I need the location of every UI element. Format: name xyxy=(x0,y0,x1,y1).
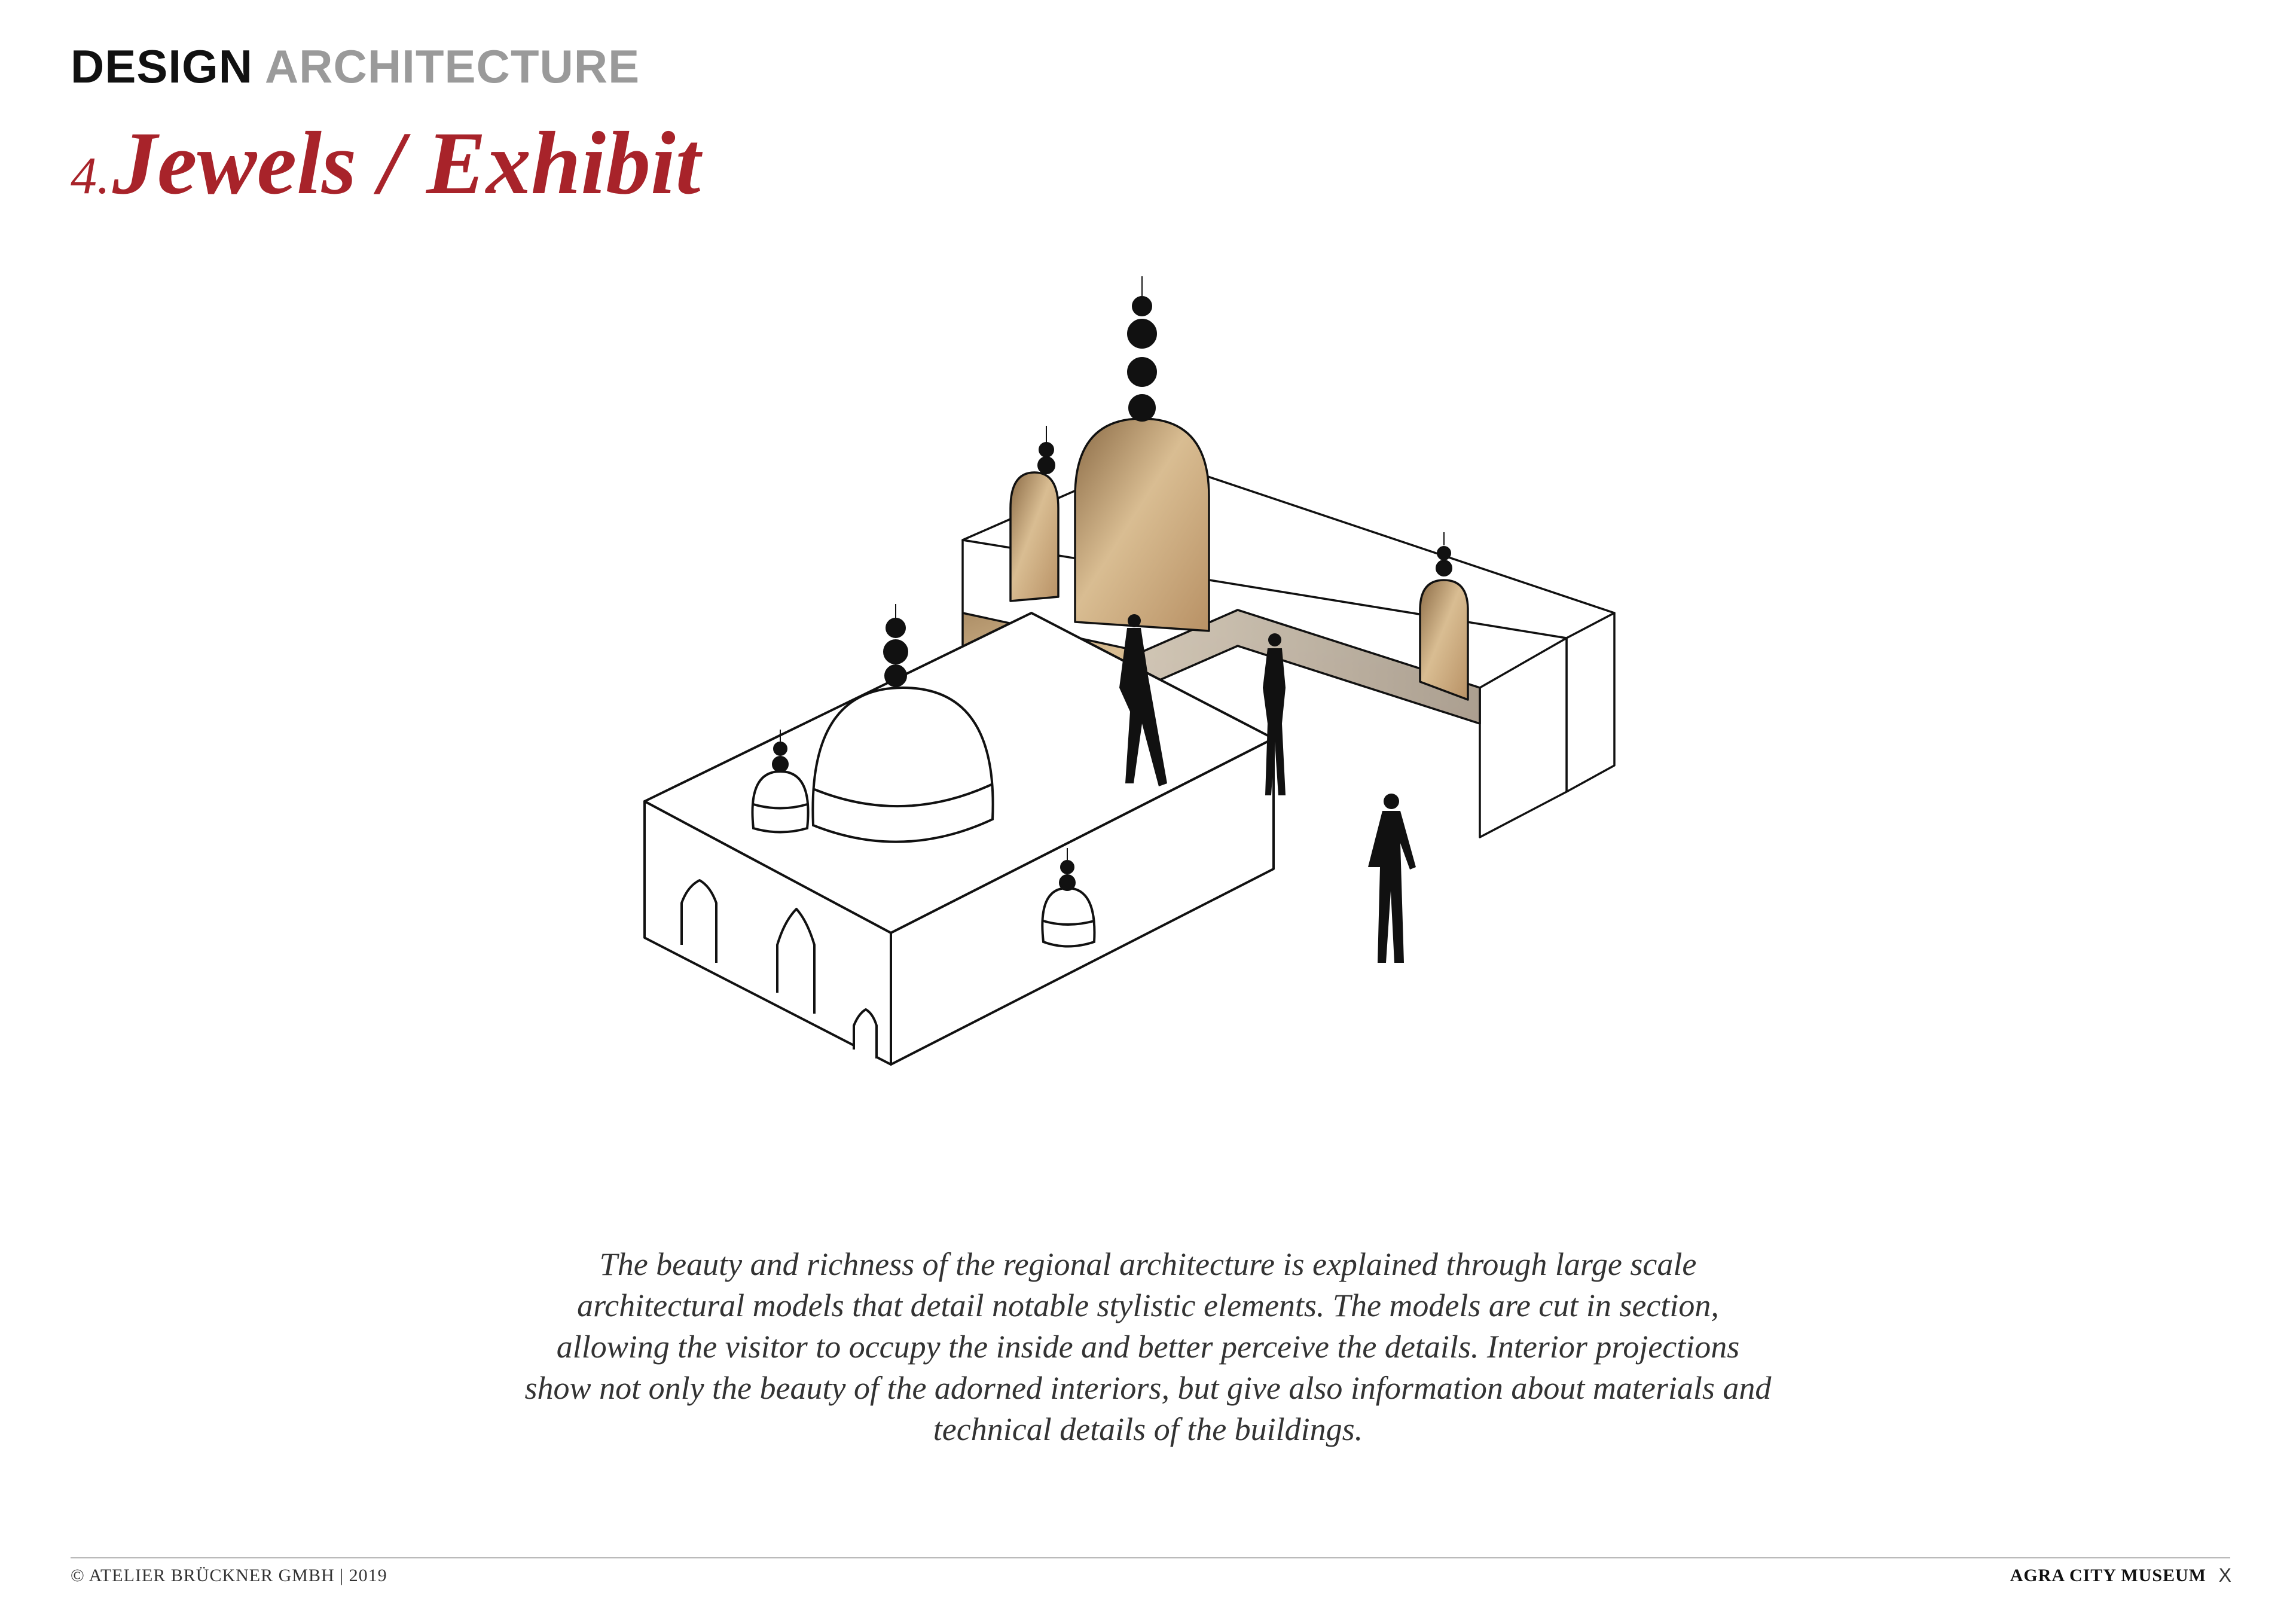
left-dome xyxy=(752,771,808,832)
central-arch xyxy=(1075,419,1209,631)
kicker-design: DESIGN xyxy=(71,40,254,93)
footer-divider xyxy=(71,1557,2230,1558)
title-text: Jewels / Exhibit xyxy=(112,114,701,213)
section-kicker xyxy=(71,40,640,93)
left-small-arch xyxy=(1010,472,1058,601)
front-building xyxy=(645,613,1274,1064)
right-side-wall xyxy=(1480,638,1567,837)
footer-page-number: X xyxy=(2218,1564,2231,1586)
page-title xyxy=(71,114,701,213)
right-dome xyxy=(1042,888,1094,947)
right-wall-top xyxy=(1567,613,1614,792)
right-small-arch xyxy=(1420,580,1468,700)
title-number: 4. xyxy=(71,147,110,205)
visitor-standing-front xyxy=(1368,794,1416,963)
kicker-architecture: ARCHITECTURE xyxy=(264,40,640,93)
footer-copyright: © ATELIER BRÜCKNER GMBH | 2019 xyxy=(71,1566,387,1585)
door-right xyxy=(854,1009,877,1058)
mosque-model-illustration xyxy=(628,269,1674,1106)
back-roof xyxy=(963,457,1614,638)
footer-project-name: AGRA CITY MUSEUM xyxy=(2010,1566,2206,1585)
description-text: The beauty and richness of the regional architecture is explained through large scale architectural models that detail notable stylistic elements. The models are cut in section, allowing the visitor to occupy the inside and better perceive the details. Interior projections show not only the beauty of the adorned interiors, but give also information about materials and technical details of the buildings. xyxy=(524,1246,1772,1447)
